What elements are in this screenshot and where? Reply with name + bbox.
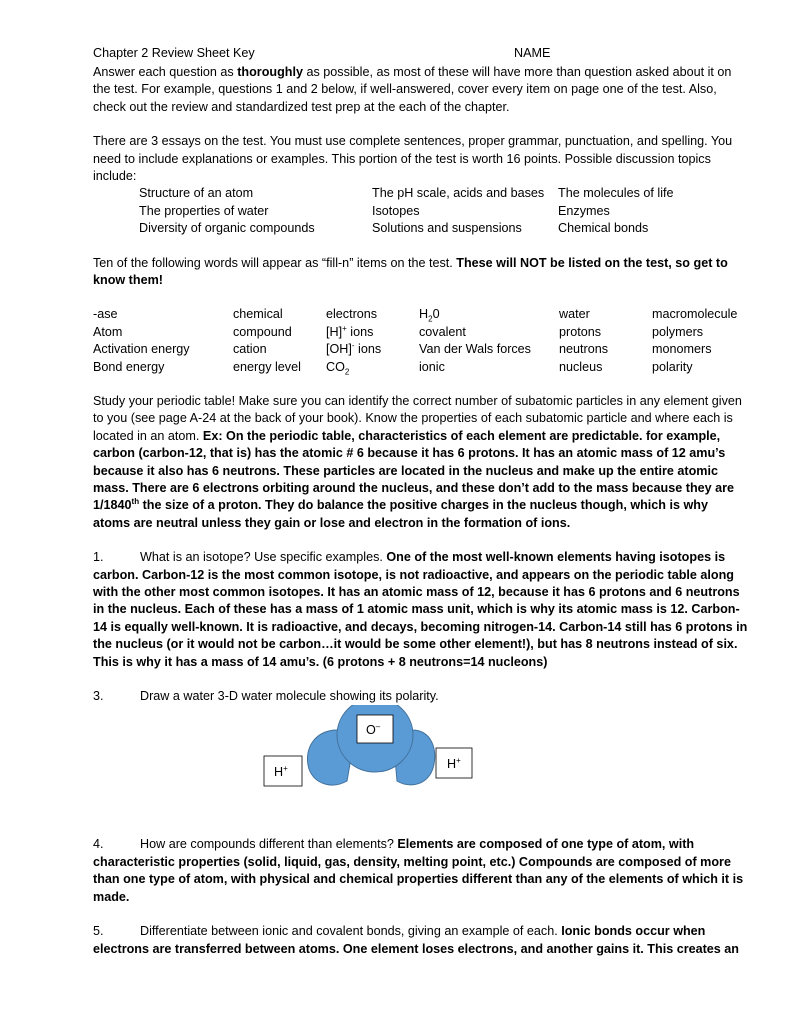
fill-in-paragraph: Ten of the following words will appear as “fill-n” items on the test. These will NOT be listed on the test, so get to know them!	[93, 255, 728, 288]
vocab-row: Bond energy energy level $CO_2$ ionic nucleus polarity	[93, 359, 693, 377]
water-molecule-diagram	[93, 705, 748, 830]
periodic-table-paragraph: Study your periodic table! Make sure you can identify the correct number of subatomic particles in any element given to you (see page A-24 at the back of your book). Know the properties of each subatomic particle and where each is located in an atom. Ex: On the periodic table, characteristics of each element are predictable. for example, carbon (carbon-12, that is) has the atomic # 6 because it has 6 protons. It has an atomic mass of 12 amu’s because it also has 6 neutrons. These particles are located in the nucleus and make up the entire atomic mass. There are 6 electrons orbiting around the nucleus, and these don’t add to the mass because they are 1/1840th the size of a proton. They do balance the positive charges in the nucleus though, which is why atoms are neutral unless they gain or lose and electron in the formation of ions.	[93, 393, 742, 530]
vocab-row: Activation energy cation [OH]- ions Van der Wals forces neutrons monomers	[93, 341, 712, 357]
name-label: NAME	[514, 46, 551, 60]
oxygen-label: O–	[366, 722, 381, 738]
intro-paragraph: Answer each question as thoroughly as possible, as most of these will have more than question asked about it on the test. For example, questions 1 and 2 below, if well-answered, cover every item on page one of the test. Also, check out the review and standardized test prep at the each of the chapter.	[93, 65, 732, 114]
question-4: 4. How are compounds different than elements? Elements are composed of one type of atom, with characteristic properties (solid, liquid, gas, density, melting point, etc.) Compounds are composed of more than one type of atom, with physical and chemical properties different than any of the elements of which it is made.	[93, 837, 744, 904]
topic-list	[139, 185, 748, 237]
document-title: Chapter 2 Review Sheet Key	[93, 46, 255, 60]
water-molecule-svg	[93, 705, 748, 830]
vocab-row: -ase chemical electrons $H_20$ water macromolecule	[93, 307, 738, 324]
hydrogen-left-label: H+	[274, 764, 288, 780]
topic-row: Diversity of organic compounds Solutions and suspensions Chemical bonds	[139, 221, 649, 236]
vocab-table	[93, 306, 748, 376]
question-1: 1. What is an isotope? Use specific examples. One of the most well-known elements having isotopes is carbon. Carbon-12 is the most common isotope, is not radioactive, and appears on the periodic table along with the other most common isotopes. It has an atomic mass of 12, because it has 6 protons and 6 neutrons in the nucleus. Each of these has a mass of 1 atomic mass unit, which is why its atomic mass is 12. Carbon-14 is equally well-known. It is radioactive, and decays, becoming nitrogen-14. Carbon-14 still has 6 protons in the nucleus (or it would not be carbon…it would be some other element!), but has 8 neutrons instead of six. This is why it has a mass of 14 amu’s. (6 protons + 8 neutrons=14 nucleons)	[93, 550, 748, 669]
question-5: 5. Differentiate between ionic and covalent bonds, giving an example of each. Ionic bonds occur when electrons are transferred between atoms. One element loses electrons, and another gains it. This creates an	[93, 924, 740, 956]
topic-row: Structure of an atom The pH scale, acids and bases The molecules of life	[139, 186, 674, 201]
essay-paragraph: There are 3 essays on the test. You must use complete sentences, proper grammar, punctuation, and spelling. You need to include explanations or examples. This portion of the test is worth 16 points. Possible discussion topics include:	[93, 134, 733, 184]
hydrogen-right-label: H+	[447, 756, 461, 772]
vocab-row: Atom compound [H]+ ions covalent protons polymers	[93, 323, 704, 339]
document-page	[93, 45, 748, 958]
topic-row: The properties of water Isotopes Enzymes	[139, 203, 610, 218]
question-3: 3. Draw a water 3-D water molecule showing its polarity.	[93, 689, 439, 704]
header	[93, 45, 748, 65]
